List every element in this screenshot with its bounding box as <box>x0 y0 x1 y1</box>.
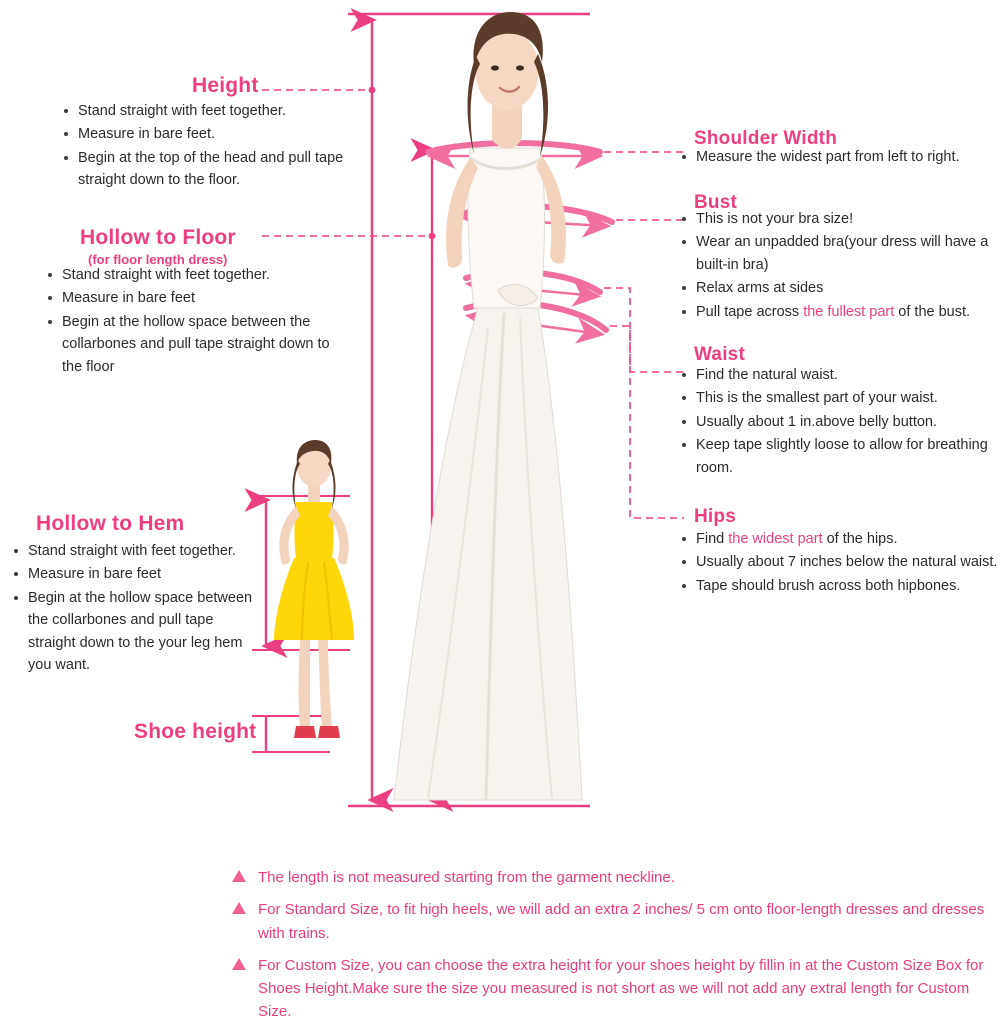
list-item: Begin at the hollow space between the collarbones and pull tape straight down to the floor <box>46 311 346 378</box>
list-item: Usually about 7 inches below the natural waist. <box>680 551 1000 573</box>
list-item: Measure the widest part from left to right. <box>680 146 1000 168</box>
hollow-to-hem-section <box>36 512 184 536</box>
warning-triangle-icon <box>232 902 246 914</box>
list-item <box>680 301 1000 323</box>
hollow-to-floor-section <box>80 226 236 267</box>
footnote-text: For Custom Size, you can choose the extra height for your shoes height by fillin in at the Custom Size Box for Shoes Height.Make sure the size you measured is not short as we will not add any extral length for Custom Size. <box>258 956 984 1021</box>
list-item: Measure in bare feet <box>12 563 262 585</box>
list-item: Stand straight with feet together. <box>12 540 262 562</box>
bride-figure-illustration <box>370 8 640 808</box>
waist-bullets <box>680 364 1000 480</box>
hips-highlight: the widest part <box>728 531 823 547</box>
warning-triangle-icon <box>232 870 246 882</box>
list-item: Tape should brush across both hipbones. <box>680 575 1000 597</box>
hollow-to-hem-title: Hollow to Hem <box>36 512 185 535</box>
list-item: Begin at the top of the head and pull tape straight down to the floor. <box>62 147 362 192</box>
footnote-text: For Standard Size, to fit high heels, we will add an extra 2 inches/ 5 cm onto floor-length dresses and dresses with trains. <box>258 901 985 942</box>
shoe-height-section <box>134 720 256 744</box>
hips-first-suffix: of the hips. <box>822 531 898 547</box>
short-dress-figure-illustration <box>258 440 368 760</box>
shoulder-width-title: Shoulder Width <box>694 128 837 149</box>
waist-title: Waist <box>694 344 745 365</box>
footnote-row <box>232 954 992 1024</box>
height-title: Height <box>192 74 259 97</box>
waist-section <box>694 344 745 366</box>
list-item: Stand straight with feet together. <box>62 100 362 122</box>
hollow-to-floor-subtitle: (for floor length dress) <box>88 252 228 267</box>
hips-first-prefix: Find <box>696 531 729 547</box>
list-item: Find the natural waist. <box>680 364 1000 386</box>
bust-title: Bust <box>694 192 738 213</box>
list-item: Stand straight with feet together. <box>46 264 346 286</box>
footnote-row <box>232 866 992 889</box>
height-section <box>192 74 259 98</box>
hips-section <box>694 506 736 528</box>
list-item: This is the smallest part of your waist. <box>680 387 1000 409</box>
hollow-to-floor-bullets <box>46 264 346 379</box>
shoulder-width-bullets <box>680 146 1000 169</box>
bust-bullets <box>680 208 1000 324</box>
list-item: Relax arms at sides <box>680 277 1000 299</box>
hips-title: Hips <box>694 506 736 527</box>
list-item: Keep tape slightly loose to allow for breathing room. <box>680 434 1000 479</box>
list-item: Usually about 1 in.above belly button. <box>680 411 1000 433</box>
hollow-to-hem-bullets <box>12 540 262 678</box>
warning-triangle-icon <box>232 958 246 970</box>
hips-bullets <box>680 528 1000 598</box>
bust-last-prefix: Pull tape across <box>696 303 804 320</box>
list-item: Begin at the hollow space between the collarbones and pull tape straight down to the your leg hem you want. <box>12 587 262 677</box>
list-item <box>680 528 1000 550</box>
footnotes <box>232 866 992 1033</box>
list-item: This is not your bra size! <box>680 208 1000 230</box>
height-bullets <box>62 100 362 193</box>
footnote-row <box>232 898 992 945</box>
list-item: Measure in bare feet. <box>62 123 362 145</box>
footnote-text: The length is not measured starting from the garment neckline. <box>258 869 675 886</box>
shoe-height-title: Shoe height <box>134 720 257 743</box>
list-item: Measure in bare feet <box>46 287 346 309</box>
list-item: Wear an unpadded bra(your dress will have a built-in bra) <box>680 231 1000 276</box>
bust-last-suffix: of the bust. <box>894 303 971 320</box>
bust-highlight: the fullest part <box>803 303 895 320</box>
hollow-to-floor-title: Hollow to Floor <box>80 226 236 249</box>
